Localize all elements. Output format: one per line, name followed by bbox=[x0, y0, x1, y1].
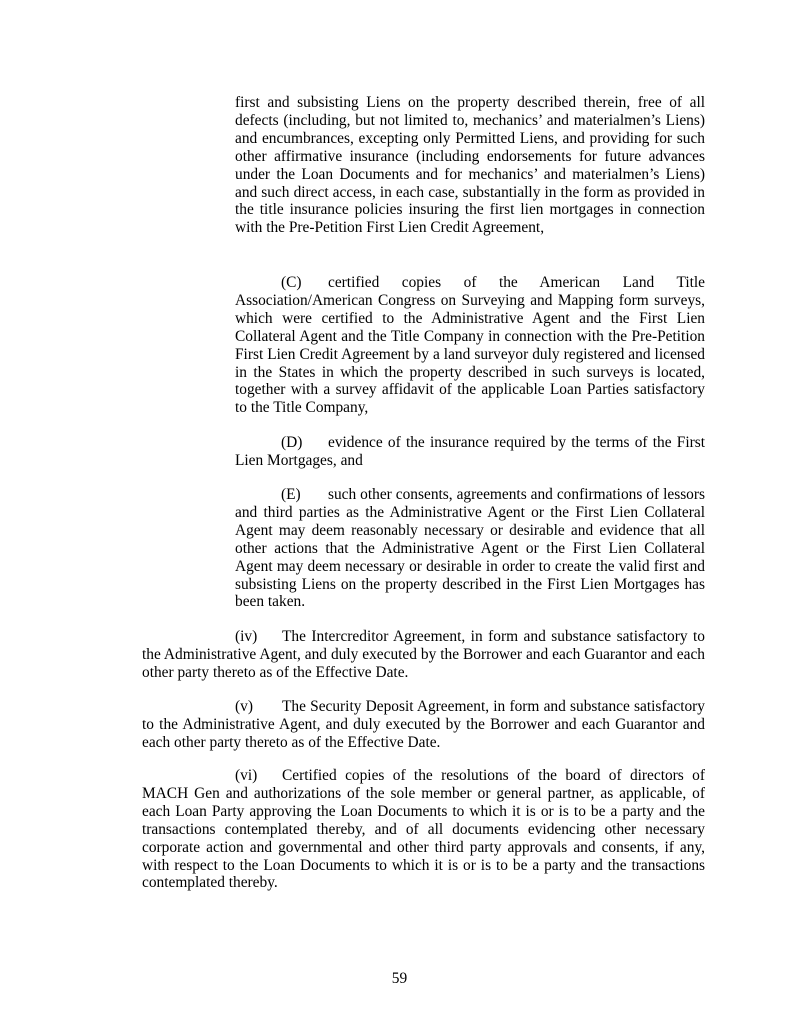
paragraph-title-insurance-continuation bbox=[235, 94, 705, 237]
paragraph-text: such other consents, agreements and confirmations of lessors and third parties as the Administrative Agent or the First Lien Collateral Agent may deem reasonably necessary or desirable and evidence that all other actions that the Administrative Agent or the First Lien Collateral Agent may deem necessary or desirable in order to create the valid first and subsisting Liens on the property described in the First Lien Mortgages has been taken. bbox=[235, 486, 705, 611]
paragraph-label: (E) bbox=[281, 486, 301, 503]
paragraph-text: Certified copies of the resolutions of the board of directors of MACH Gen and authorizations of the sole member or general partner, as applicable, of each Loan Party approving the Loan Documents to which it is or is to be a party and the transactions contemplated thereby, and of all documents evidencing other necessary corporate action and governmental and other third party approvals and consents, if any, with respect to the Loan Documents to which it is or is to be a party and the transactions contemplated thereby. bbox=[142, 767, 705, 892]
paragraph-label: (C) bbox=[281, 274, 302, 291]
paragraph-c-surveys bbox=[235, 274, 705, 417]
paragraph-v-security-deposit bbox=[142, 698, 705, 752]
paragraph-e-consents bbox=[235, 486, 705, 611]
paragraph-text: certified copies of the American Land Title Association/American Congress on Surveying and Mapping form surveys, which were certified to the Administrative Agent and the First Lien Collateral Agent and the Title Company in connection with the Pre-Petition First Lien Credit Agreement by a land surveyor duly registered and licensed in the States in which the property described in such surveys is located, together with a survey affidavit of the applicable Loan Parties satisfactory to the Title Company, bbox=[235, 274, 705, 417]
paragraph-vi-resolutions bbox=[142, 767, 705, 892]
paragraph-text: The Intercreditor Agreement, in form and substance satisfactory to the Administrative Agent, and duly executed by the Borrower and each Guarantor and each other party thereto as of the Effective Date. bbox=[142, 628, 705, 681]
paragraph-label: (iv) bbox=[235, 628, 258, 645]
paragraph-text: The Security Deposit Agreement, in form and substance satisfactory to the Administrative Agent, and duly executed by the Borrower and each Guarantor and each other party thereto as of the Effective Date. bbox=[142, 698, 705, 751]
paragraph-label: (vi) bbox=[235, 767, 258, 784]
paragraph-text: first and subsisting Liens on the property described therein, free of all defects (including, but not limited to, mechanics’ and materialmen’s Liens) and encumbrances, excepting only Permitted Liens, and providing for such other affirmative insurance (including endorsements for future advances under the Loan Documents and for mechanics’ and materialmen’s Liens) and such direct access, in each case, substantially in the form as provided in the title insurance policies insuring the first lien mortgages in connection with the Pre-Petition First Lien Credit Agreement, bbox=[235, 94, 705, 237]
paragraph-text: evidence of the insurance required by the terms of the First Lien Mortgages, and bbox=[235, 434, 705, 469]
paragraph-label: (v) bbox=[235, 698, 253, 715]
paragraph-label: (D) bbox=[281, 434, 303, 451]
paragraph-d-insurance bbox=[235, 434, 705, 470]
page-number: 59 bbox=[391, 970, 408, 987]
paragraph-iv-intercreditor bbox=[142, 628, 705, 682]
